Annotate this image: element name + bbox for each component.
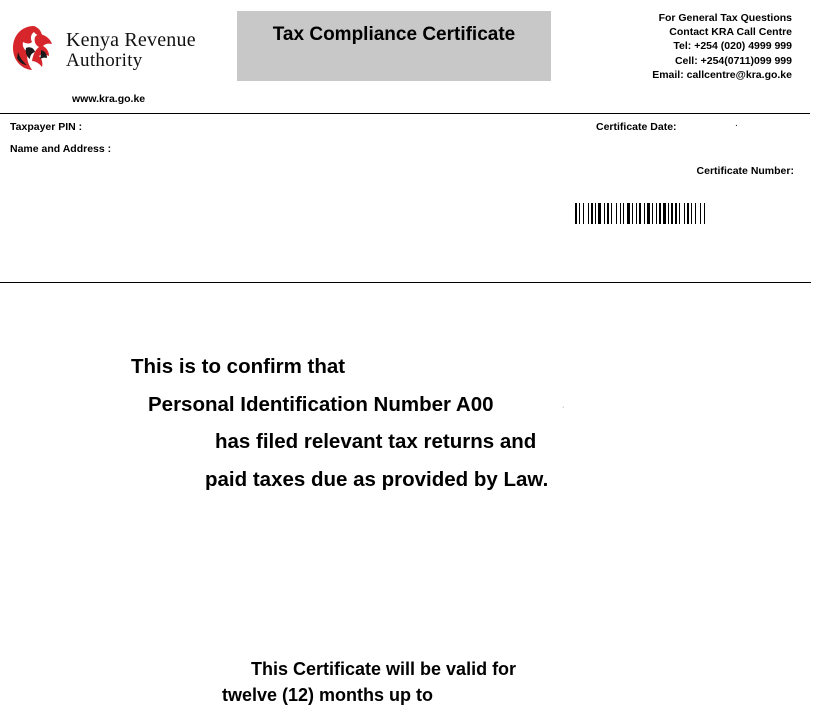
document-title: Tax Compliance Certificate [272, 24, 516, 45]
contact-line-email: Email: callcentre@kra.go.ke [652, 68, 792, 81]
contact-line-tel: Tel: +254 (020) 4999 999 [673, 40, 792, 53]
validity-line-1: This Certificate will be valid for [251, 659, 517, 679]
statement-line-2: Personal Identification Number A00 [148, 393, 494, 416]
contact-line-call-centre: Contact KRA Call Centre [669, 26, 792, 39]
lion-head-icon [8, 22, 60, 74]
contact-block [652, 11, 792, 82]
barcode-icon [575, 203, 790, 224]
brand-name-line1: Kenya Revenue [66, 29, 196, 51]
pin-tick-mark: · [562, 404, 565, 411]
website-link[interactable]: www.kra.go.ke [72, 93, 146, 105]
title-box [237, 11, 551, 81]
kra-logo [8, 22, 238, 74]
certificate-number-label: Certificate Number: [696, 165, 794, 177]
name-address-label: Name and Address : [10, 143, 112, 155]
contact-line-questions: For General Tax Questions [658, 12, 792, 24]
contact-line-cell: Cell: +254(0711)099 999 [674, 54, 792, 67]
statement-line-4: paid taxes due as provided by Law. [205, 468, 549, 491]
top-divider [0, 113, 810, 114]
brand-name-line2: Authority [66, 50, 143, 71]
statement-line-3: has filed relevant tax returns and [215, 430, 537, 453]
statement-line-1: This is to confirm that [131, 355, 346, 378]
certificate-date-label: Certificate Date: [596, 121, 677, 133]
bottom-divider [0, 282, 811, 283]
certificate-date-value: . [735, 118, 738, 129]
taxpayer-pin-label: Taxpayer PIN : [10, 121, 83, 133]
validity-line-2: twelve (12) months up to [222, 685, 434, 705]
